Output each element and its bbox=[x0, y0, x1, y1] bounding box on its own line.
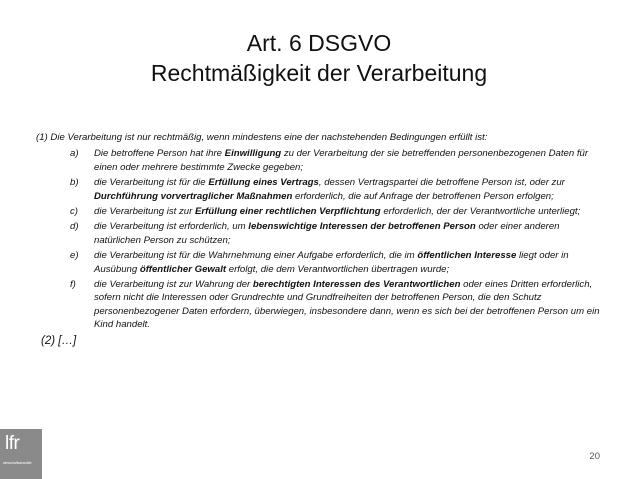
item-letter: c) bbox=[70, 206, 78, 218]
list-item-e bbox=[36, 249, 606, 276]
item-letter: d) bbox=[70, 221, 79, 233]
text-span: die Verarbeitung ist zur bbox=[94, 206, 195, 218]
emphasis: berechtigten Interessen des Verantwortlichen bbox=[252, 279, 461, 291]
title-line-1: Art. 6 DSGVO bbox=[246, 30, 392, 56]
text-span: erfolgt, die dem Verantwortlichen übertragen wurde; bbox=[226, 263, 450, 275]
emphasis: Einwilligung bbox=[224, 148, 282, 160]
text-span: oder eines Dritten erforderlich, sofern nicht die Interessen oder Grundrechte und Grundfreiheiten der betroffenen Person, die den Schutz personenbezogener Daten erfordern, überwiegen, insbesondere dann, wenn es sich bei der betroffenen Person um ein Kind handelt. bbox=[94, 279, 600, 331]
text-span: erforderlich, der der Verantwortliche unterliegt; bbox=[380, 206, 581, 218]
text-span: die Verarbeitung ist für die bbox=[94, 177, 209, 189]
text-span: die Verarbeitung ist für die Wahrnehmung einer Aufgabe erforderlich, die im bbox=[94, 250, 418, 262]
title-line-2: Rechtmäßigkeit der Verarbeitung bbox=[150, 60, 488, 86]
logo-mark: lfr bbox=[5, 433, 20, 454]
item-letter: a) bbox=[70, 148, 79, 160]
item-text bbox=[94, 220, 606, 247]
list-item-f bbox=[36, 278, 606, 332]
item-letter: f) bbox=[70, 279, 76, 291]
item-text bbox=[94, 176, 606, 203]
slide-title bbox=[0, 28, 638, 88]
emphasis: öffentlicher Gewalt bbox=[139, 263, 227, 275]
emphasis: Erfüllung eines Vertrags bbox=[208, 177, 319, 189]
lfr-logo bbox=[0, 429, 42, 479]
item-letter: b) bbox=[70, 177, 79, 189]
item-text bbox=[94, 147, 606, 174]
list-item-b bbox=[36, 176, 606, 203]
text-span: , dessen Vertragspartei die betroffene Person ist, oder zur bbox=[318, 177, 565, 189]
item-text bbox=[94, 278, 606, 332]
emphasis: Durchführung vorvertraglicher Maßnahmen bbox=[94, 190, 293, 202]
list-item-d bbox=[36, 220, 606, 247]
emphasis: öffentlichen Interesse bbox=[417, 250, 517, 262]
text-span: die Verarbeitung ist zur Wahrung der bbox=[94, 279, 253, 291]
text-span: liegt oder in Ausübung bbox=[94, 250, 569, 275]
page-number: 20 bbox=[589, 451, 600, 462]
article-text bbox=[36, 131, 606, 349]
item-text bbox=[94, 205, 606, 218]
text-span: oder einer anderen natürlichen Person zu schützen; bbox=[94, 221, 560, 246]
paragraph-2: (2) […] bbox=[41, 334, 77, 347]
text-span: erforderlich, die auf Anfrage der betroffenen Person erfolgen; bbox=[292, 190, 554, 202]
list-item-a bbox=[36, 147, 606, 174]
list-item-c bbox=[36, 205, 606, 218]
paragraph-1-intro: (1) Die Verarbeitung ist nur rechtmäßig, wenn mindestens eine der nachstehenden Bedingungen erfüllt ist: bbox=[36, 132, 488, 143]
item-text bbox=[94, 249, 606, 276]
text-span: die Verarbeitung ist erforderlich, um bbox=[94, 221, 249, 233]
text-span: zu der Verarbeitung der sie betreffenden personenbezogenen Daten für einen oder mehrere bestimmte Zwecke gegeben; bbox=[94, 148, 589, 173]
logo-subtitle: wirtschaftsanwälte bbox=[3, 461, 32, 465]
text-span: Die betroffene Person hat ihre bbox=[94, 148, 225, 160]
emphasis: Erfüllung einer rechtlichen Verpflichtung bbox=[194, 206, 381, 218]
item-letter: e) bbox=[70, 250, 79, 262]
emphasis: lebenswichtige Interessen der betroffenen Person bbox=[248, 221, 476, 233]
